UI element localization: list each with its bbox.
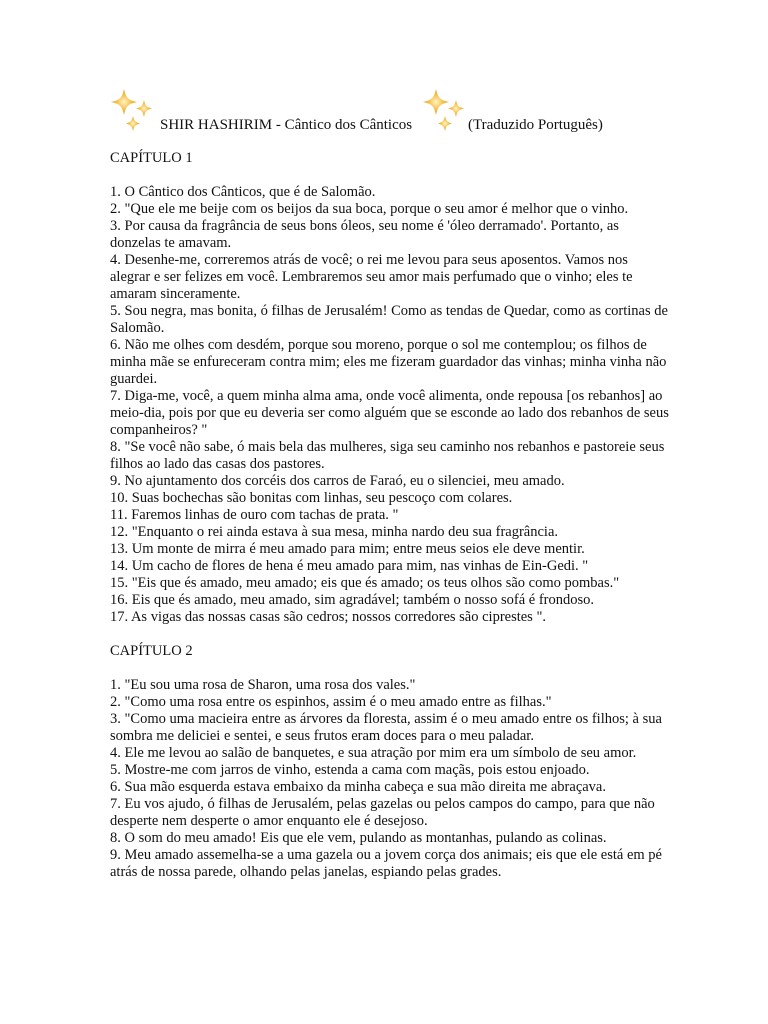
verse: 6. Não me olhes com desdém, porque sou moreno, porque o sol me contemplou; os filhos de minha mãe se enfureceram contra mim; eles me fizeram guardador das vinhas; minha vinha não guardei.	[110, 337, 667, 387]
verse: 11. Faremos linhas de ouro com tachas de prata. "	[110, 507, 399, 523]
verse: 7. Diga-me, você, a quem minha alma ama, onde você alimenta, onde repousa [os rebanhos] ao meio-dia, pois por que eu deveria ser como alguém que se esconde ao lado dos rebanhos de seus companheiros? "	[110, 388, 669, 438]
sparkle-icon	[420, 86, 470, 136]
verse: 12. "Enquanto o rei ainda estava à sua mesa, minha nardo deu sua fragrância.	[110, 524, 558, 540]
document-header	[108, 86, 668, 136]
verse: 3. "Como uma macieira entre as árvores da floresta, assim é o meu amado entre os filhos; à sua sombra me deliciei e sentei, e seus frutos eram doces para o meu paladar.	[110, 711, 662, 744]
verse: 3. Por causa da fragrância de seus bons óleos, seu nome é 'óleo derramado'. Portanto, as donzelas te amavam.	[110, 218, 619, 251]
verse: 17. As vigas das nossas casas são cedros; nossos corredores são ciprestes ".	[110, 609, 546, 625]
verse: 9. No ajuntamento dos corcéis dos carros de Faraó, eu o silenciei, meu amado.	[110, 473, 565, 489]
chapter-heading: CAPÍTULO 2	[110, 643, 193, 659]
document-body	[110, 150, 670, 898]
verse: 4. Ele me levou ao salão de banquetes, e sua atração por mim era um símbolo de seu amor.	[110, 745, 637, 761]
chapter-1	[110, 150, 670, 626]
sparkle-icon	[108, 86, 158, 136]
verse: 16. Eis que és amado, meu amado, sim agradável; também o nosso sofá é frondoso.	[110, 592, 595, 608]
verse: 7. Eu vos ajudo, ó filhas de Jerusalém, pelas gazelas ou pelos campos do campo, para que não desperte nem desperte o amor enquanto ele é desejoso.	[110, 796, 655, 829]
verse: 2. "Que ele me beije com os beijos da sua boca, porque o seu amor é melhor que o vinho.	[110, 201, 629, 217]
verse: 8. "Se você não sabe, ó mais bela das mulheres, siga seu caminho nos rebanhos e pastoreie seus filhos ao lado das casas dos pastores.	[110, 439, 665, 472]
verse-list	[110, 184, 670, 626]
verse: 5. Mostre-me com jarros de vinho, estenda a cama com maçãs, pois estou enjoado.	[110, 762, 590, 778]
verse: 5. Sou negra, mas bonita, ó filhas de Jerusalém! Como as tendas de Quedar, como as cortinas de Salomão.	[110, 303, 668, 336]
verse: 4. Desenhe-me, correremos atrás de você; o rei me levou para seus aposentos. Vamos nos alegrar e ser felizes em você. Lembraremos seu amor mais perfumado que o vinho; eles te amaram sinceramente.	[110, 252, 633, 302]
document-title: SHIR HASHIRIM - Cântico dos Cânticos	[160, 117, 413, 133]
verse: 13. Um monte de mirra é meu amado para mim; entre meus seios ele deve mentir.	[110, 541, 585, 557]
verse: 14. Um cacho de flores de hena é meu amado para mim, nas vinhas de Ein-Gedi. "	[110, 558, 589, 574]
verse: 1. "Eu sou uma rosa de Sharon, uma rosa dos vales."	[110, 677, 416, 693]
document-subtitle: (Traduzido Português)	[468, 117, 603, 133]
verse: 6. Sua mão esquerda estava embaixo da minha cabeça e sua mão direita me abraçava.	[110, 779, 606, 795]
verse: 2. "Como uma rosa entre os espinhos, assim é o meu amado entre as filhas."	[110, 694, 552, 710]
chapter-2	[110, 643, 670, 881]
verse: 8. O som do meu amado! Eis que ele vem, pulando as montanhas, pulando as colinas.	[110, 830, 607, 846]
verse: 1. O Cântico dos Cânticos, que é de Salomão.	[110, 184, 376, 200]
verse: 9. Meu amado assemelha-se a uma gazela ou a jovem corça dos animais; eis que ele está em pé atrás de nossa parede, olhando pelas janelas, espiando pelas grades.	[110, 847, 662, 880]
verse: 10. Suas bochechas são bonitas com linhas, seu pescoço com colares.	[110, 490, 513, 506]
verse: 15. "Eis que és amado, meu amado; eis que és amado; os teus olhos são como pombas."	[110, 575, 620, 591]
chapter-heading: CAPÍTULO 1	[110, 150, 193, 166]
verse-list	[110, 677, 670, 881]
